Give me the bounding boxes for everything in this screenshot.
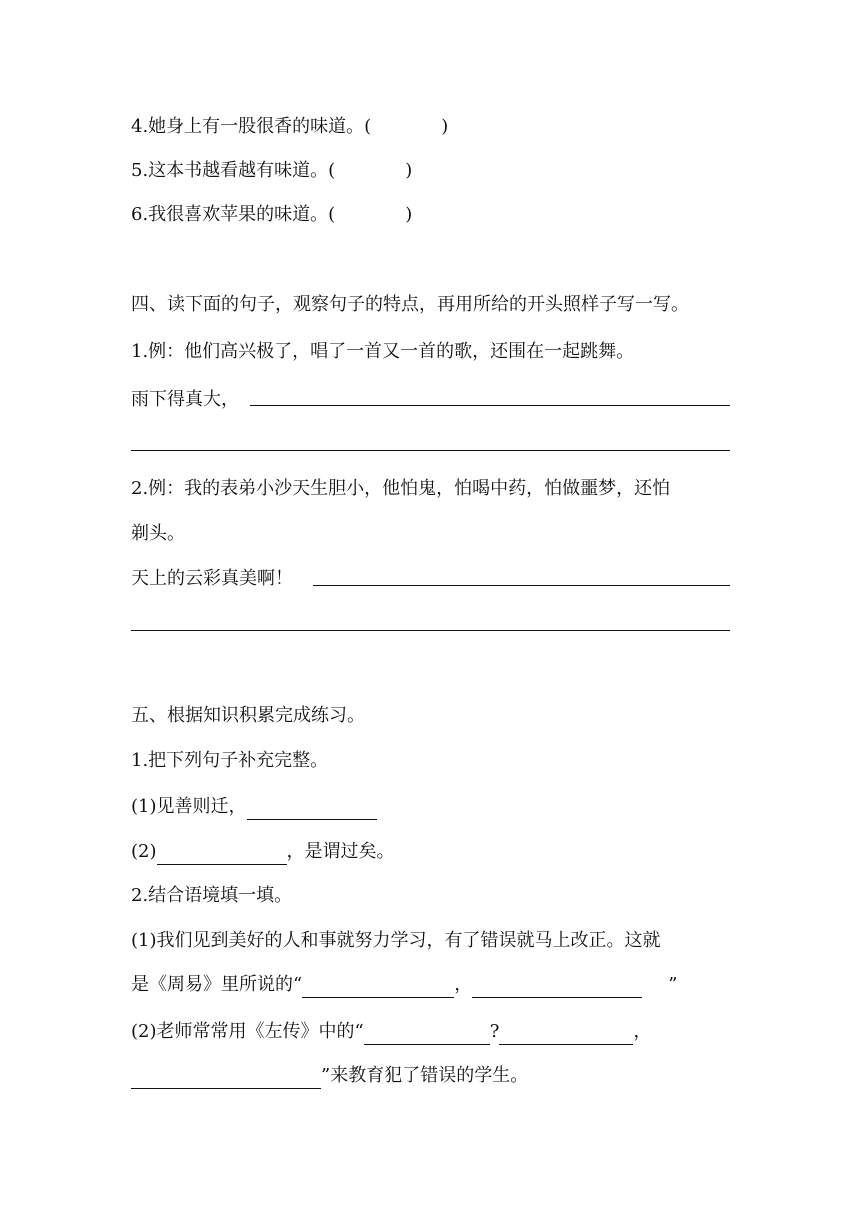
question-4 bbox=[131, 114, 448, 140]
q2-a-prefix: 是《周易》里所说的“ bbox=[131, 974, 303, 995]
q2-b-blank-2[interactable] bbox=[499, 1024, 633, 1045]
q2-b-question: ? bbox=[489, 1021, 500, 1042]
section-5-q2-b-line2 bbox=[131, 1063, 528, 1089]
question-6 bbox=[131, 202, 412, 228]
q1-answer-line-1[interactable] bbox=[250, 405, 730, 406]
q2-b-suffix: ”来教育犯了错误的学生。 bbox=[321, 1065, 529, 1086]
section-5-q2-a-line2 bbox=[131, 972, 677, 998]
section-5-q1-title: 1.把下列句子补充完整。 bbox=[131, 750, 329, 771]
q1-b-blank[interactable] bbox=[157, 844, 287, 865]
section-5-heading: 五、根据知识积累完成练习。 bbox=[131, 705, 365, 726]
question-5-close: ) bbox=[405, 160, 413, 181]
section-4-heading: 四、读下面的句子，观察句子的特点，再用所给的开头照样子写一写。 bbox=[131, 294, 689, 315]
q2-b-blank-3[interactable] bbox=[131, 1068, 321, 1089]
section-4-q2-example-line2: 剃头。 bbox=[131, 523, 185, 544]
q2-b-prefix: (2)老师常常用《左传》中的“ bbox=[131, 1021, 364, 1042]
q1-a-blank[interactable] bbox=[247, 799, 377, 820]
section-5-q2-b-line1 bbox=[131, 1019, 651, 1045]
question-4-close: ) bbox=[441, 116, 449, 137]
q2-b-comma: ， bbox=[633, 1021, 652, 1042]
section-4-q2-example-line1: 2.例：我的表弟小沙天生胆小，他怕鬼，怕喝中药，怕做噩梦，还怕 bbox=[131, 478, 671, 499]
section-4-q2-prompt bbox=[131, 566, 293, 592]
q2-a-close: ” bbox=[668, 974, 678, 995]
q2-answer-line-1[interactable] bbox=[313, 585, 730, 586]
q2-answer-line-2[interactable] bbox=[131, 630, 730, 631]
q2-a-blank-2[interactable] bbox=[472, 977, 642, 998]
section-5-q2-a-line1: (1)我们见到美好的人和事就努力学习，有了错误就马上改正。这就 bbox=[131, 930, 661, 951]
section-5-q1-b bbox=[131, 839, 395, 865]
question-6-text: 6.我很喜欢苹果的味道。( bbox=[131, 204, 336, 225]
question-6-close: ) bbox=[405, 204, 413, 225]
section-5-q1-a bbox=[131, 794, 377, 820]
q1-a-text: (1)见善则迁， bbox=[131, 796, 247, 817]
q1-answer-line-2[interactable] bbox=[131, 450, 730, 451]
q2-b-blank-1[interactable] bbox=[364, 1024, 490, 1045]
q1-b-suffix: ，是谓过矣。 bbox=[286, 841, 395, 862]
q2-prompt-text: 天上的云彩真美啊！ bbox=[131, 568, 293, 589]
section-4-q1-example: 1.例：他们高兴极了，唱了一首又一首的歌，还围在一起跳舞。 bbox=[131, 341, 635, 362]
q1-b-prefix: (2) bbox=[131, 841, 157, 862]
q1-prompt-text: 雨下得真大， bbox=[131, 389, 239, 410]
section-4-q1-prompt bbox=[131, 387, 239, 413]
q2-a-blank-1[interactable] bbox=[302, 977, 454, 998]
question-4-text: 4.她身上有一股很香的味道。( bbox=[131, 116, 372, 137]
section-5-q2-title: 2.结合语境填一填。 bbox=[131, 885, 293, 906]
q2-a-sep: ， bbox=[454, 974, 473, 995]
question-5-text: 5.这本书越看越有味道。( bbox=[131, 160, 336, 181]
question-5 bbox=[131, 158, 412, 184]
